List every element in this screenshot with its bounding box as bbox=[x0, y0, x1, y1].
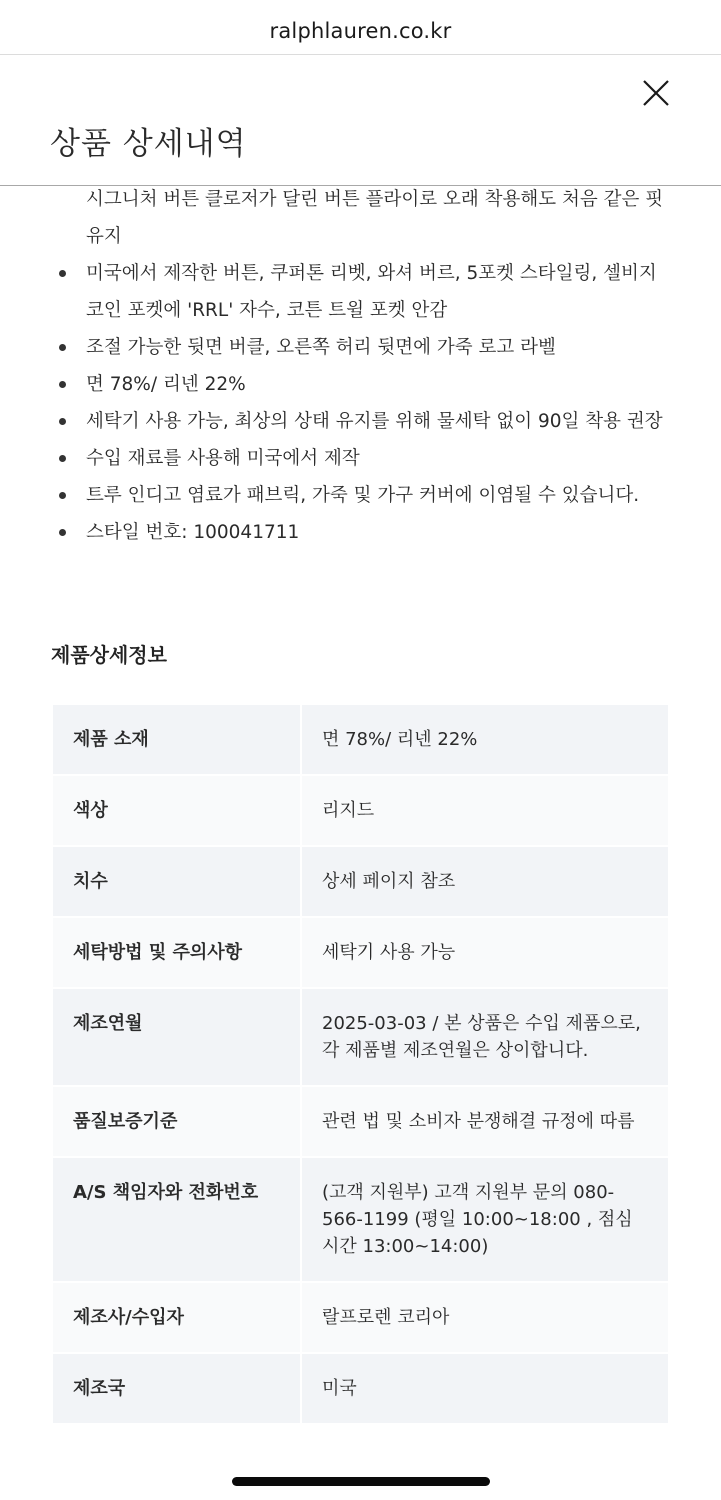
table-row bbox=[53, 847, 668, 918]
row-label: 색상 bbox=[53, 776, 302, 847]
row-label: 제조연월 bbox=[53, 989, 302, 1087]
row-value: 리지드 bbox=[302, 776, 668, 847]
table-row bbox=[53, 776, 668, 847]
url-text: ralphlauren.co.kr bbox=[269, 19, 452, 43]
description-item: 스타일 번호: 100041711 bbox=[0, 514, 721, 551]
table-row bbox=[53, 918, 668, 989]
row-label: 제조국 bbox=[53, 1354, 302, 1425]
description-item: 트루 인디고 염료가 패브릭, 가죽 및 가구 커버에 이염될 수 있습니다. bbox=[0, 477, 721, 514]
modal-header bbox=[0, 56, 721, 186]
product-details-table bbox=[53, 705, 668, 1425]
row-label: 제조사/수입자 bbox=[53, 1283, 302, 1354]
description-item: 수입 재료를 사용해 미국에서 제작 bbox=[0, 440, 721, 477]
table-row bbox=[53, 1158, 668, 1283]
row-value: 세탁기 사용 가능 bbox=[302, 918, 668, 989]
row-label: 제품 소재 bbox=[53, 705, 302, 776]
description-item: 시그니처 버튼 클로저가 달린 버튼 플라이로 오래 착용해도 처음 같은 핏 유지 bbox=[86, 189, 664, 247]
description-item: 면 78%/ 리넨 22% bbox=[0, 366, 721, 403]
row-label: 품질보증기준 bbox=[53, 1087, 302, 1158]
details-section-title: 제품상세정보 bbox=[51, 643, 167, 667]
row-value: 관련 법 및 소비자 분쟁해결 규정에 따름 bbox=[302, 1087, 668, 1158]
table-row bbox=[53, 1354, 668, 1425]
row-label: A/S 책임자와 전화번호 bbox=[53, 1158, 302, 1283]
close-button[interactable] bbox=[632, 73, 680, 113]
modal-content[interactable] bbox=[0, 187, 721, 1457]
table-row bbox=[53, 989, 668, 1087]
description-item: 세탁기 사용 가능, 최상의 상태 유지를 위해 물세탁 없이 90일 착용 권장 bbox=[0, 403, 721, 440]
home-indicator[interactable] bbox=[232, 1477, 490, 1486]
table-row bbox=[53, 705, 668, 776]
row-label: 세탁방법 및 주의사항 bbox=[53, 918, 302, 989]
row-label: 치수 bbox=[53, 847, 302, 918]
row-value: 면 78%/ 리넨 22% bbox=[302, 705, 668, 776]
close-x-icon bbox=[632, 73, 680, 113]
row-value: 2025-03-03 / 본 상품은 수입 제품으로, 각 제품별 제조연월은 상이합니다. bbox=[302, 989, 668, 1087]
description-item: 조절 가능한 뒷면 버클, 오른쪽 허리 뒷면에 가죽 로고 라벨 bbox=[0, 329, 721, 366]
row-value: 랄프로렌 코리아 bbox=[302, 1283, 668, 1354]
description-list bbox=[0, 187, 721, 551]
row-value: 상세 페이지 참조 bbox=[302, 847, 668, 918]
table-row bbox=[53, 1087, 668, 1158]
row-value: (고객 지원부) 고객 지원부 문의 080-566-1199 (평일 10:00~18:00 , 점심시간 13:00~14:00) bbox=[302, 1158, 668, 1283]
browser-address-bar[interactable] bbox=[0, 0, 721, 55]
modal-title: 상품 상세내역 bbox=[50, 126, 247, 162]
description-item: 미국에서 제작한 버튼, 쿠퍼톤 리벳, 와셔 버르, 5포켓 스타일링, 셀비지 코인 포켓에 'RRL' 자수, 코튼 트윌 포켓 안감 bbox=[0, 255, 721, 329]
table-row bbox=[53, 1283, 668, 1354]
row-value: 미국 bbox=[302, 1354, 668, 1425]
